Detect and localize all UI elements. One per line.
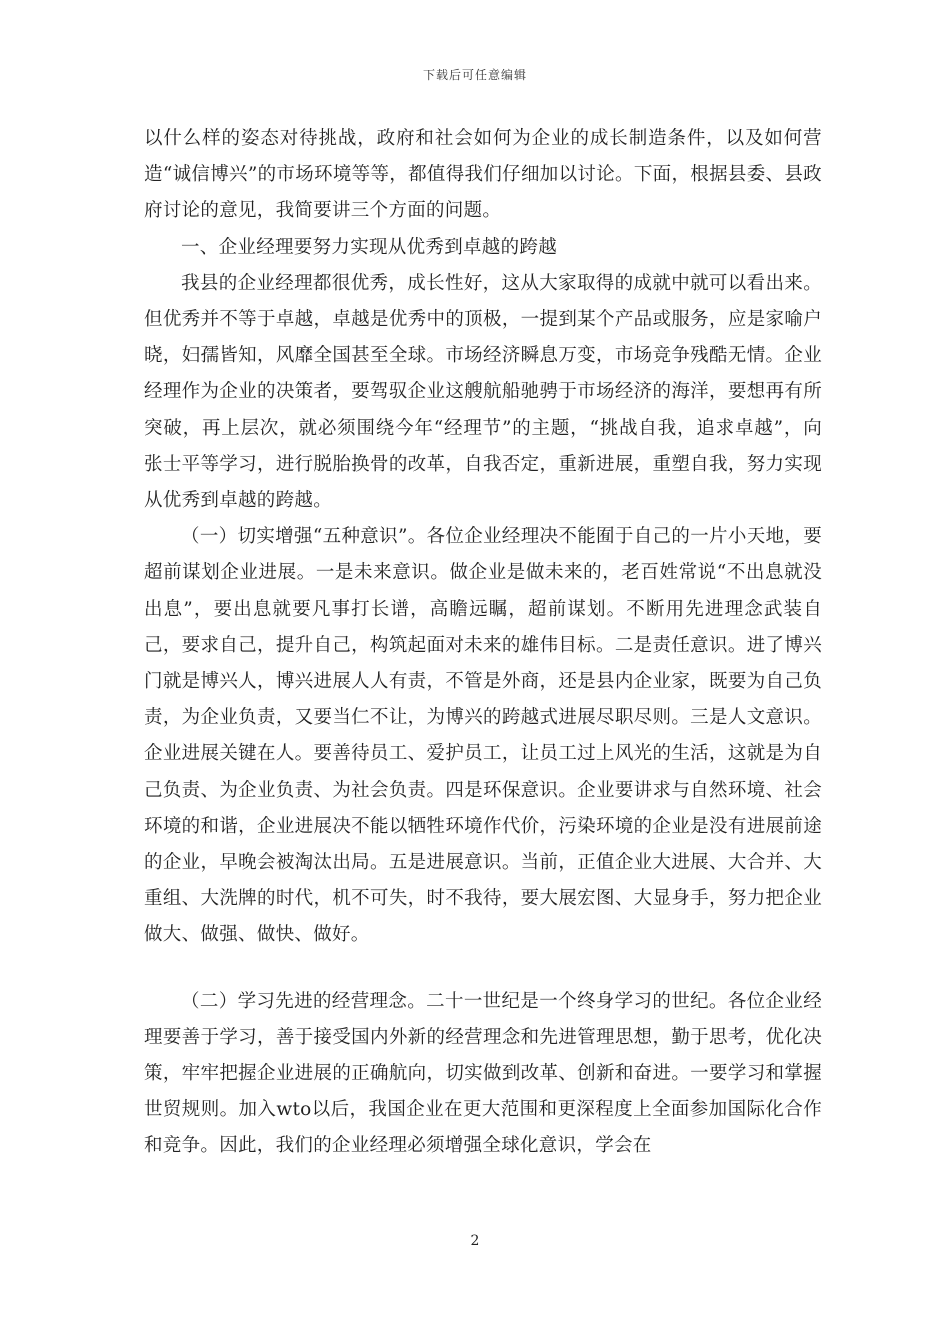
- paragraph-continuation: 以什么样的姿态对待挑战，政府和社会如何为企业的成长制造条件，以及如何营造“诚信博兴”的市场环境等等，都值得我们仔细加以讨论。下面，根据县委、县政府讨论的意见，我简要讲三个方面的问题。: [144, 128, 822, 222]
- section-heading: 一、企业经理要努力实现从优秀到卓越的跨越: [181, 236, 558, 258]
- paragraph-gap: [144, 954, 822, 984]
- page-number: 2: [470, 1233, 480, 1249]
- paragraph-intro: 我县的企业经理都很优秀，成长性好，这从大家取得的成就中就可以看出来。但优秀并不等于卓越，卓越是优秀中的顶极，一提到某个产品或服务，应是家喻户晓，妇孺皆知，风靡全国甚至全球。市场经济瞬息万变，市场竞争残酷无情。企业经理作为企业的决策者，要驾驭企业这艘航船驰骋于市场经济的海洋，要想再有所突破，再上层次，就必须围绕今年“经理节”的主题，“挑战自我，追求卓越”，向张士平等学习，进行脱胎换骨的改革，自我否定，重新进展，重塑自我，努力实现从优秀到卓越的跨越。: [144, 272, 822, 512]
- paragraph-five-awareness: （一）切实增强“五种意识”。各位企业经理决不能囿于自己的一片小天地，要超前谋划企业进展。一是未来意识。做企业是做未来的，老百姓常说“不出息就没出息”，要出息就要凡事打长谱，高瞻远瞩，超前谋划。不断用先进理念武装自己，要求自己，提升自己，构筑起面对未来的雄伟目标。二是责任意识。进了博兴门就是博兴人，博兴进展人人有责，不管是外商，还是县内企业家，既要为自己负责，为企业负责，又要当仁不让，为博兴的跨越式进展尽职尽则。三是人文意识。企业进展关键在人。要善待员工、爱护员工，让员工过上风光的生活，这就是为自己负责、为企业负责、为社会负责。四是环保意识。企业要讲求与自然环境、社会环境的和谐，企业进展决不能以牺牲环境作代价，污染环境的企业是没有进展前途的企业，早晚会被淘汰出局。五是进展意识。当前，正值企业大进展、大合并、大重组、大洗牌的时代，机不可失，时不我待，要大展宏图、大显身手，努力把企业做大、做强、做快、做好。: [144, 526, 822, 946]
- page-header: 下载后可任意编辑: [422, 68, 527, 82]
- document-body: [144, 121, 822, 1165]
- paragraph-learning: （二）学习先进的经营理念。二十一世纪是一个终身学习的世纪。各位企业经理要善于学习，善于接受国内外新的经营理念和先进管理思想，勤于思考，优化决策，牢牢把握企业进展的正确航向，切实做到改革、创新和奋进。一要学习和掌握世贸规则。加入wto以后，我国企业在更大范围和更深程度上全面参加国际化合作和竞争。因此，我们的企业经理必须增强全球化意识，学会在: [144, 990, 822, 1157]
